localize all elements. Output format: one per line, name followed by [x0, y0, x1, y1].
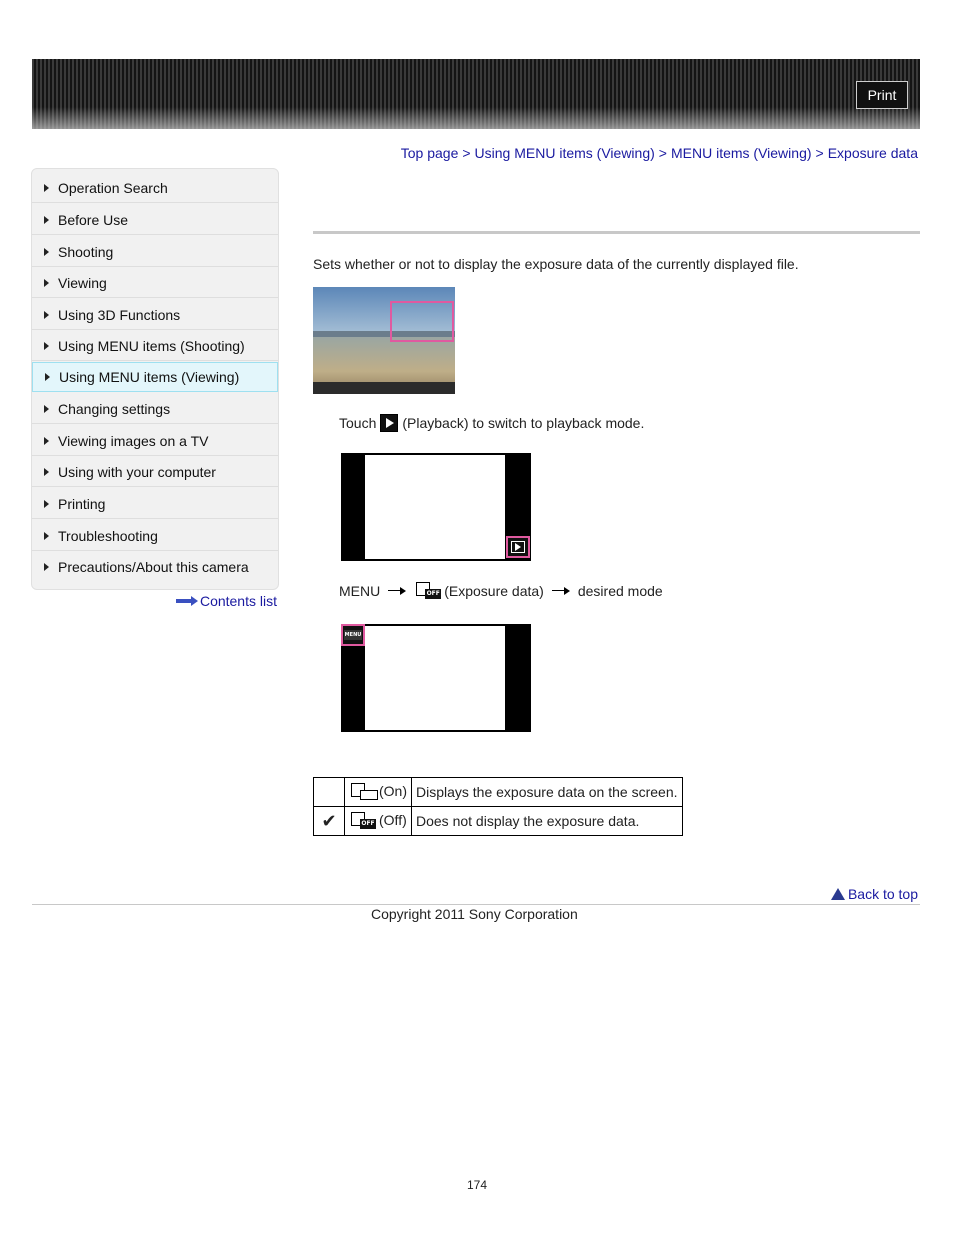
contents-list-label: Contents list: [199, 593, 277, 609]
photo-bottom-bar: [313, 382, 455, 394]
checkmark-icon: ✔: [321, 810, 337, 831]
check-cell: [314, 778, 345, 807]
sidebar-item-label: Before Use: [58, 211, 129, 228]
header-banner: [32, 59, 920, 129]
screen-display: [365, 455, 505, 559]
table-row[interactable]: [314, 807, 683, 836]
title-divider: [313, 231, 920, 234]
triangle-right-icon: [44, 405, 49, 413]
camera-screen-menu: [341, 624, 531, 732]
sidebar-item-label: Using MENU items (Viewing): [59, 369, 240, 385]
footer-divider: [32, 904, 920, 905]
triangle-right-icon: [44, 342, 49, 350]
step-2: [339, 582, 663, 600]
back-to-top-label: Back to top: [847, 886, 918, 902]
triangle-right-icon: [44, 184, 49, 192]
screen-display: [365, 626, 505, 730]
menu-icon: MENU: [344, 632, 362, 638]
sidebar-item-label: Viewing: [58, 274, 107, 291]
mode-desc: Does not display the exposure data.: [412, 807, 683, 836]
sidebar-item-3d-functions[interactable]: [32, 300, 278, 330]
triangle-right-icon: [44, 248, 49, 256]
step-1-prefix: Touch: [339, 415, 377, 431]
table-row[interactable]: [314, 778, 683, 807]
sample-photo: [313, 287, 455, 394]
sidebar-nav: [31, 168, 279, 590]
exposure-data-on-icon: [351, 783, 377, 801]
sidebar-item-label: Troubleshooting: [58, 527, 158, 544]
arrow-right-icon: [176, 596, 198, 606]
sidebar-item-precautions[interactable]: [32, 552, 278, 582]
menu-button-highlight[interactable]: [341, 624, 365, 646]
sidebar-item-label: Changing settings: [58, 400, 171, 417]
sidebar-item-viewing-tv[interactable]: [32, 426, 278, 456]
triangle-right-icon: [44, 311, 49, 319]
sidebar-item-label: Viewing images on a TV: [58, 432, 209, 449]
step-2-item: (Exposure data): [444, 583, 544, 599]
breadcrumb-exposure-data[interactable]: Exposure data: [827, 145, 918, 161]
check-cell: [314, 807, 345, 836]
mode-label: (On): [379, 782, 407, 799]
sidebar-item-troubleshooting[interactable]: [32, 521, 278, 551]
breadcrumb-menu-items-viewing[interactable]: MENU items (Viewing): [670, 145, 812, 161]
description-text: Sets whether or not to display the exposure data of the currently displayed file.: [313, 256, 799, 272]
playback-icon: [380, 414, 398, 432]
sidebar-item-shooting[interactable]: [32, 237, 278, 267]
triangle-right-icon: [44, 468, 49, 476]
contents-list-link[interactable]: [176, 593, 277, 609]
mode-label: (Off): [379, 811, 407, 828]
sidebar-item-viewing[interactable]: [32, 268, 278, 298]
arrow-right-icon: [388, 587, 406, 595]
triangle-right-icon: [45, 373, 50, 381]
sidebar-item-before-use[interactable]: [32, 205, 278, 235]
back-to-top-link[interactable]: [831, 886, 918, 902]
triangle-up-icon: [831, 888, 845, 900]
mode-label-cell: [345, 778, 412, 807]
sidebar-item-operation-search[interactable]: [32, 173, 278, 203]
step-2-menu: MENU: [339, 583, 381, 599]
sidebar-item-changing-settings[interactable]: [32, 394, 278, 424]
step-1-suffix: (Playback) to switch to playback mode.: [402, 415, 645, 431]
triangle-right-icon: [44, 563, 49, 571]
sidebar-item-label: Precautions/About this camera: [58, 559, 249, 575]
sidebar-item-label: Using with your computer: [58, 463, 216, 480]
sidebar-item-computer[interactable]: [32, 457, 278, 487]
breadcrumb-using-menu-viewing[interactable]: Using MENU items (Viewing): [474, 145, 655, 161]
copyright-text: Copyright 2011 Sony Corporation: [371, 906, 578, 922]
sidebar-item-menu-shooting[interactable]: [32, 331, 278, 361]
triangle-right-icon: [44, 216, 49, 224]
triangle-right-icon: [44, 437, 49, 445]
step-1: [339, 414, 644, 432]
exposure-data-off-icon: OFF: [351, 812, 377, 830]
sidebar-item-label: Printing: [58, 495, 106, 512]
breadcrumb: Top page > Using MENU items (Viewing) > MENU items (Viewing) > Exposure data: [400, 145, 918, 161]
arrow-right-icon: [552, 587, 570, 595]
sidebar-item-label: Using MENU items (Shooting): [58, 337, 245, 354]
sidebar-item-printing[interactable]: [32, 489, 278, 519]
triangle-right-icon: [44, 500, 49, 508]
triangle-right-icon: [44, 279, 49, 287]
step-2-result: desired mode: [577, 583, 663, 599]
sidebar-item-label: Using 3D Functions: [58, 306, 181, 323]
playback-button-highlight[interactable]: [506, 536, 530, 558]
triangle-right-icon: [44, 532, 49, 540]
sidebar-item-menu-viewing[interactable]: [32, 362, 278, 392]
camera-screen-playback: [341, 453, 531, 561]
print-button[interactable]: Print: [856, 81, 908, 109]
mode-table: [313, 777, 683, 836]
sidebar-item-label: Operation Search: [58, 179, 168, 196]
breadcrumb-top-page[interactable]: Top page: [400, 145, 459, 161]
mode-label-cell: [345, 807, 412, 836]
page-number: 174: [467, 1178, 488, 1192]
sidebar-item-label: Shooting: [58, 243, 114, 260]
mode-desc: Displays the exposure data on the screen.: [412, 778, 683, 807]
exposure-data-overlay: [390, 301, 454, 342]
exposure-data-off-icon: OFF: [416, 582, 442, 600]
playback-icon: [511, 541, 525, 553]
